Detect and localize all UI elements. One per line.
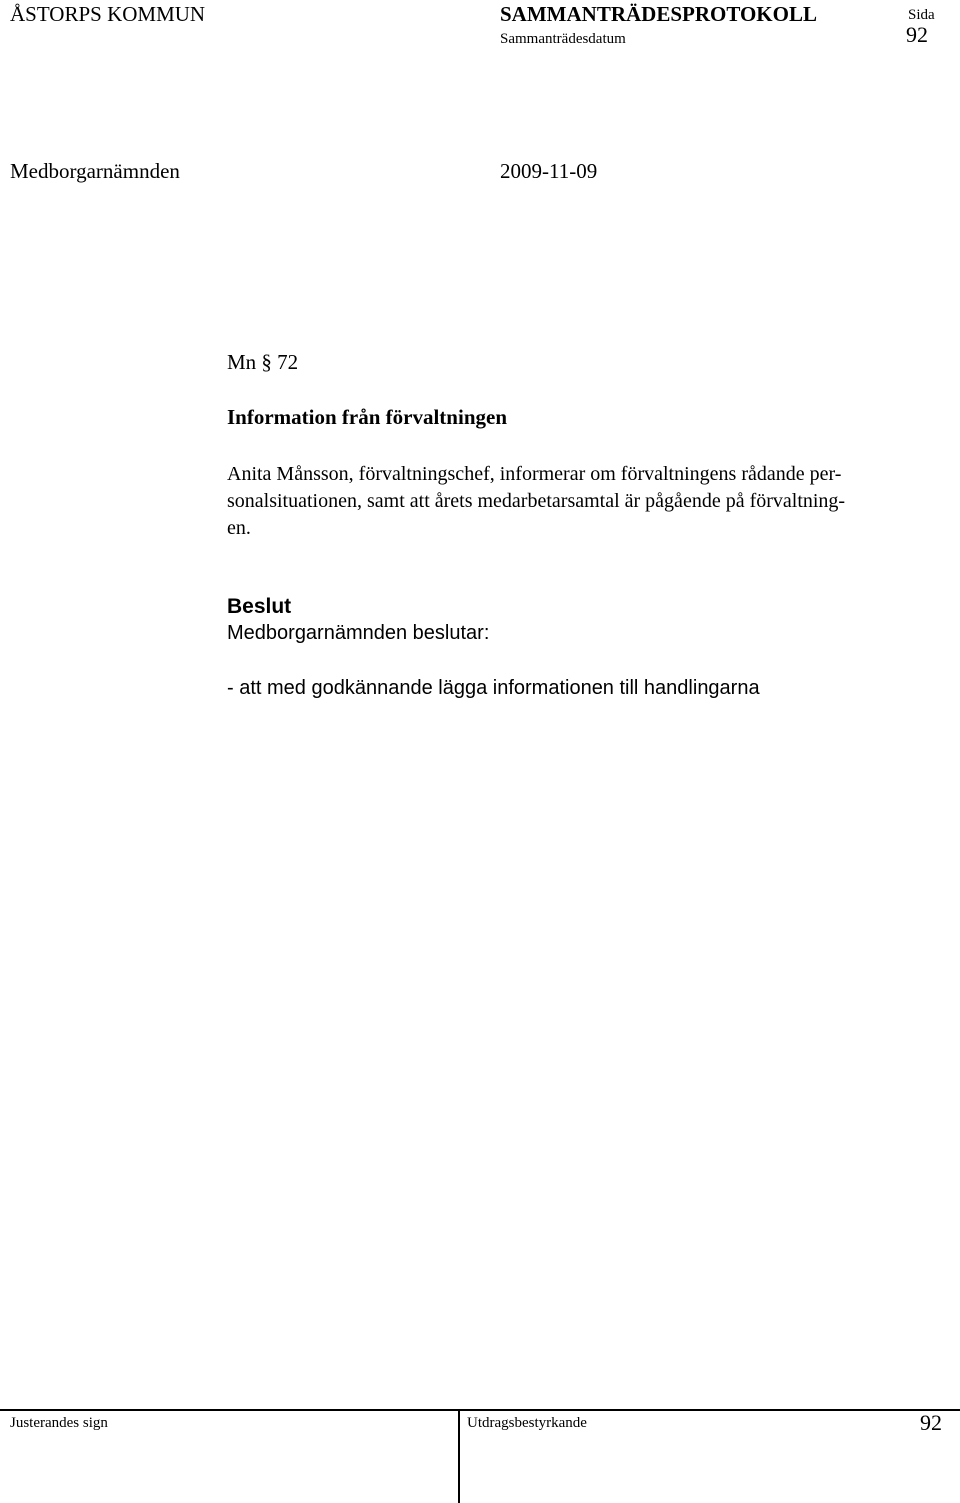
footer-page-number: 92 [920,1410,942,1435]
section-number: Mn § 72 [227,350,299,374]
certification-label: Utdragsbestyrkande [467,1415,587,1431]
signature-label: Justerandes sign [10,1415,108,1431]
section-title: Information från förvaltningen [227,405,507,429]
footer-rule [0,1409,960,1411]
body-line: Anita Månsson, förvaltningschef, informerar om förvaltningens rådande per- [227,463,842,485]
meeting-date: 2009-11-09 [500,159,598,183]
committee-name: Medborgarnämnden [10,159,180,183]
page-number: 92 [906,22,928,47]
decision-heading: Beslut [227,595,292,618]
section-body [227,461,947,542]
decision-item: - att med godkännande lägga informationen till handlingarna [227,677,760,699]
document-type: SAMMANTRÄDESPROTOKOLL [500,2,817,26]
page-label: Sida [908,7,935,23]
body-line: en. [227,517,251,539]
footer-divider [458,1410,460,1503]
decision-intro: Medborgarnämnden beslutar: [227,622,490,644]
meeting-date-label: Sammanträdesdatum [500,31,626,47]
organization-name: ÅSTORPS KOMMUN [10,2,206,26]
body-line: sonalsituationen, samt att årets medarbetarsamtal är pågående på förvaltning- [227,490,846,512]
